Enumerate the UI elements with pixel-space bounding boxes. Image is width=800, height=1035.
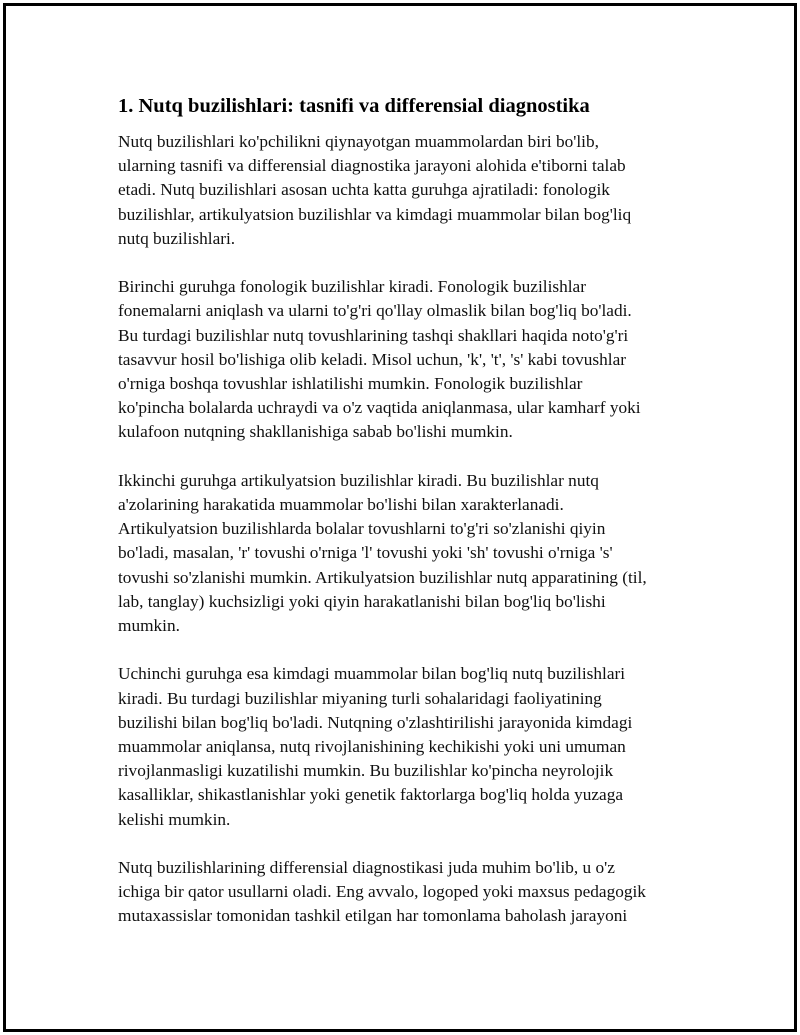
text-line: ularning tasnifi va differensial diagnostika jarayoni alohida e'tiborni talab bbox=[118, 156, 626, 176]
text-line: mumkin. bbox=[118, 616, 180, 636]
text-line: ichiga bir qator usullarni oladi. Eng avvalo, logoped yoki maxsus pedagogik bbox=[118, 882, 646, 902]
text-line: buzilishlar, artikulyatsion buzilishlar va kimdagi muammolar bilan bog'liq bbox=[118, 204, 632, 224]
document-body bbox=[118, 92, 698, 953]
paragraph-articulation bbox=[118, 469, 698, 638]
paragraph-intro bbox=[118, 130, 698, 251]
text-line: kelishi mumkin. bbox=[118, 809, 231, 829]
text-line: Bu turdagi buzilishlar nutq tovushlarining tashqi shakllari haqida noto'g'ri bbox=[118, 325, 629, 345]
text-line: Nutq buzilishlari ko'pchilikni qiynayotgan muammolardan biri bo'lib, bbox=[118, 132, 599, 151]
text-line: nutq buzilishlari. bbox=[118, 228, 236, 248]
text-line: a'zolarining harakatida muammolar bo'lishi bilan xarakterlanadi. bbox=[118, 495, 564, 515]
text-line: o'rniga boshqa tovushlar ishlatilishi mumkin. Fonologik buzilishlar bbox=[118, 374, 583, 394]
section-title: 1. Nutq buzilishlari: tasnifi va differensial diagnostika bbox=[118, 95, 590, 117]
text-line: muammolar aniqlansa, nutq rivojlanishining kechikishi yoki uni umuman bbox=[118, 737, 626, 757]
text-line: kiradi. Bu turdagi buzilishlar miyaning turli sohalaridagi faoliyatining bbox=[118, 688, 602, 708]
text-line: rivojlanmasligi kuzatilishi mumkin. Bu buzilishlar ko'pincha neyrolojik bbox=[118, 761, 614, 781]
text-line: tasavvur hosil bo'lishiga olib keladi. Misol uchun, 'k', 't', 's' kabi tovushlar bbox=[118, 349, 627, 369]
text-line: etadi. Nutq buzilishlari asosan uchta katta guruhga ajratiladi: fonologik bbox=[118, 180, 610, 200]
text-line: Ikkinchi guruhga artikulyatsion buzilishlar kiradi. Bu buzilishlar nutq bbox=[118, 470, 599, 490]
paragraph-diagnostics bbox=[118, 856, 698, 929]
text-line: kasalliklar, shikastlanishlar yoki genetik faktorlarga bog'liq holda yuzaga bbox=[118, 785, 624, 805]
text-line: Uchinchi guruhga esa kimdagi muammolar bilan bog'liq nutq buzilishlari bbox=[118, 664, 626, 684]
paragraph-phonological bbox=[118, 275, 698, 444]
text-line: Birinchi guruhga fonologik buzilishlar kiradi. Fonologik buzilishlar bbox=[118, 277, 586, 297]
text-line: buzilishi bilan bog'liq bo'ladi. Nutqning o'zlashtirilishi jarayonida kimdagi bbox=[118, 712, 633, 732]
paragraph-neurological bbox=[118, 662, 698, 831]
text-line: kulafoon nutqning shakllanishiga sabab bo'lishi mumkin. bbox=[118, 422, 513, 442]
text-line: ko'pincha bolalarda uchraydi va o'z vaqtida aniqlanmasa, ular kamharf yoki bbox=[118, 398, 641, 418]
text-line: Nutq buzilishlarining differensial diagnostikasi juda muhim bo'lib, u o'z bbox=[118, 858, 615, 878]
text-line: lab, tanglay) kuchsizligi yoki qiyin harakatlanishi bilan bog'liq bo'lishi bbox=[118, 591, 606, 611]
text-line: fonemalarni aniqlash va ularni to'g'ri qo'llay olmaslik bilan bog'liq bo'ladi. bbox=[118, 301, 632, 321]
text-line: Artikulyatsion buzilishlarda bolalar tovushlarni to'g'ri so'zlanishi qiyin bbox=[118, 519, 606, 539]
text-line: bo'ladi, masalan, 'r' tovushi o'rniga 'l' tovushi yoki 'sh' tovushi o'rniga 's' bbox=[118, 543, 613, 563]
text-line: tovushi so'zlanishi mumkin. Artikulyatsion buzilishlar nutq apparatining (til, bbox=[118, 567, 647, 587]
text-line: mutaxassislar tomonidan tashkil etilgan har tomonlama baholash jarayoni bbox=[118, 906, 628, 926]
